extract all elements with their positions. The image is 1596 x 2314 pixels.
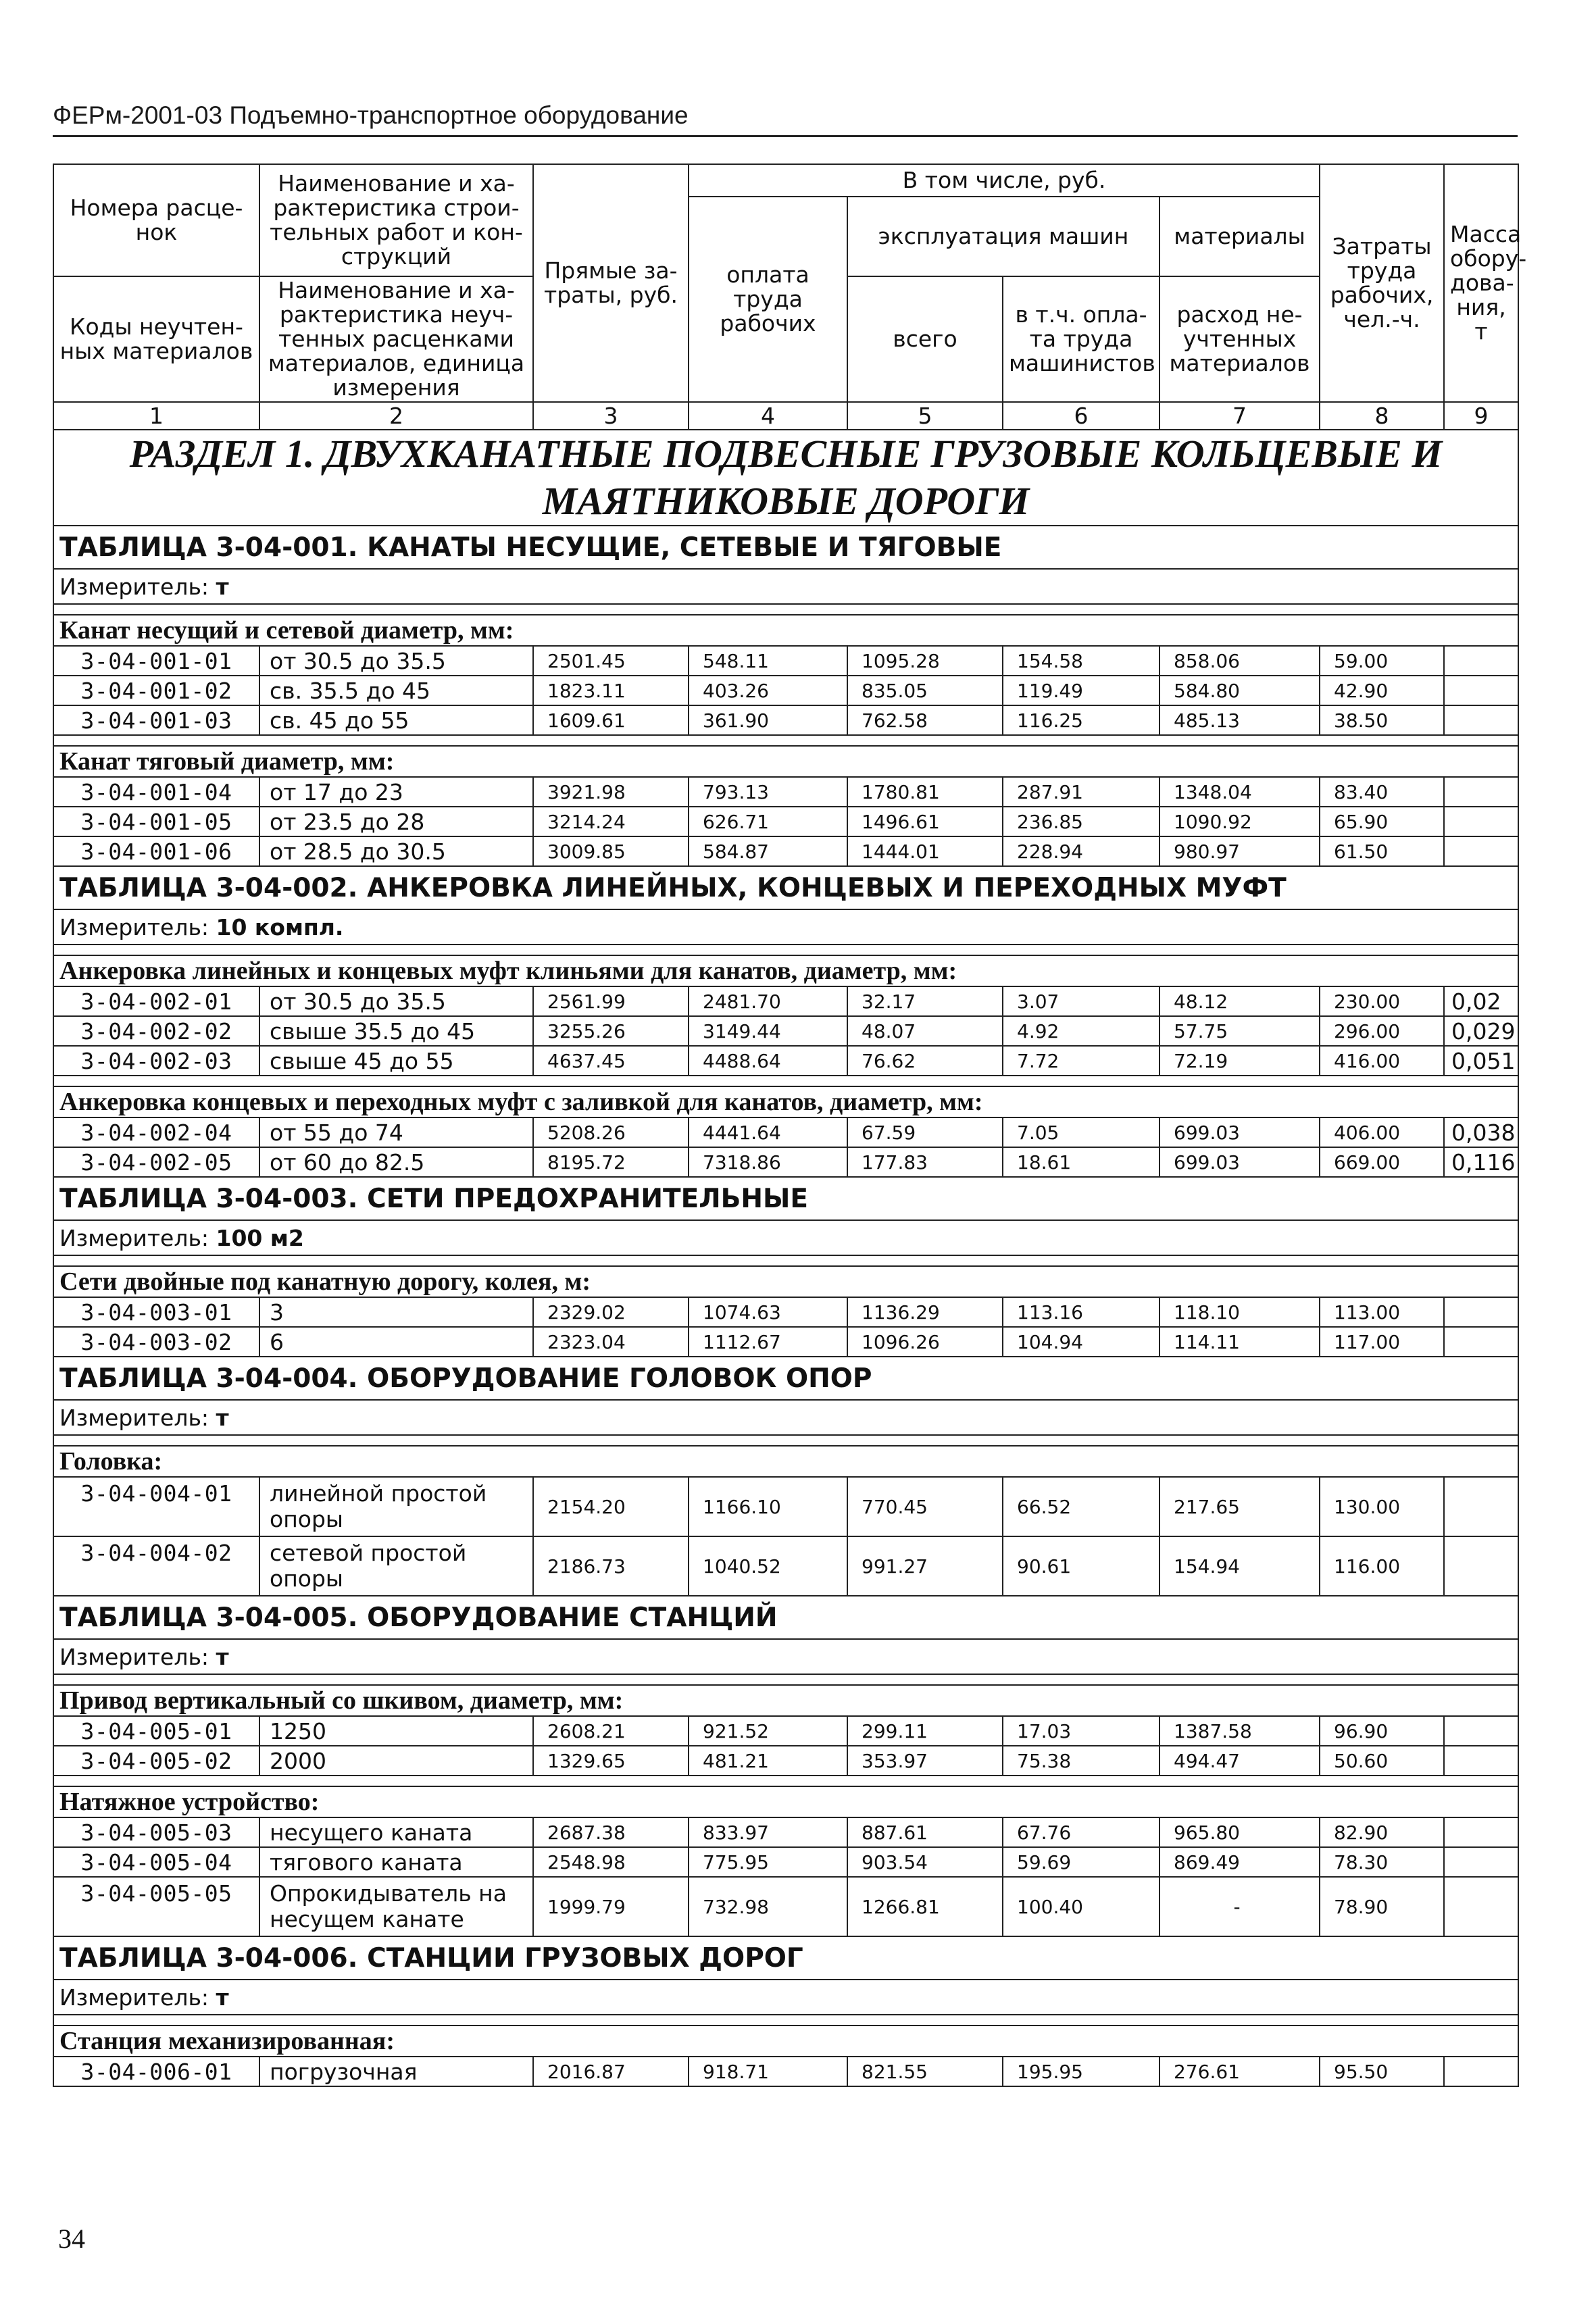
equipment-mass (1444, 1536, 1518, 1596)
materials: 869.49 (1159, 1847, 1320, 1877)
unit-value: т (216, 1643, 229, 1670)
group-spacer (53, 1076, 1518, 1086)
labor-pay: 918.71 (689, 2057, 847, 2086)
equipment-mass (1444, 705, 1518, 735)
group-spacer (53, 1776, 1518, 1786)
machine-total: 903.54 (847, 1847, 1003, 1877)
machinist-pay: 287.91 (1003, 777, 1159, 807)
rate-code: 3-04-001-05 (53, 807, 259, 836)
table-row (53, 1477, 1518, 1536)
equipment-mass: 0,029 (1444, 1016, 1518, 1046)
rate-name: от 23.5 до 28 (259, 807, 533, 836)
labor-hours: 78.30 (1320, 1847, 1444, 1877)
direct-costs: 3009.85 (533, 836, 689, 866)
equipment-mass (1444, 1817, 1518, 1847)
machine-total: 991.27 (847, 1536, 1003, 1596)
machinist-pay: 113.16 (1003, 1297, 1159, 1327)
labor-pay: 3149.44 (689, 1016, 847, 1046)
col-unaccounted-materials: расход не-учтенных материалов (1159, 276, 1320, 402)
machine-total: 48.07 (847, 1016, 1003, 1046)
rate-code: 3-04-005-04 (53, 1847, 259, 1877)
labor-pay: 1166.10 (689, 1477, 847, 1536)
rates-table (53, 164, 1527, 2087)
rate-code: 3-04-001-03 (53, 705, 259, 735)
group-spacer (53, 1435, 1518, 1446)
col-number: 8 (1320, 402, 1444, 430)
col-number: 4 (689, 402, 847, 430)
col-incl-machinist: в т.ч. опла-та труда машинистов (1003, 276, 1159, 402)
equipment-mass: 0,051 (1444, 1046, 1518, 1076)
rate-name: св. 35.5 до 45 (259, 676, 533, 705)
machine-total: 76.62 (847, 1046, 1003, 1076)
running-header: ФЕРм-2001-03 Подъемно-транспортное оборудование (53, 101, 689, 129)
direct-costs: 3214.24 (533, 807, 689, 836)
labor-pay: 1112.67 (689, 1327, 847, 1357)
machinist-pay: 100.40 (1003, 1877, 1159, 1936)
equipment-mass (1444, 836, 1518, 866)
machinist-pay: 195.95 (1003, 2057, 1159, 2086)
materials: 48.12 (1159, 986, 1320, 1016)
rate-code: 3-04-002-05 (53, 1147, 259, 1177)
materials: 1387.58 (1159, 1716, 1320, 1746)
materials: - (1159, 1877, 1320, 1936)
machinist-pay: 17.03 (1003, 1716, 1159, 1746)
machine-total: 835.05 (847, 676, 1003, 705)
materials: 276.61 (1159, 2057, 1320, 2086)
machine-total: 1496.61 (847, 807, 1003, 836)
materials: 114.11 (1159, 1327, 1320, 1357)
labor-pay: 626.71 (689, 807, 847, 836)
rate-code: 3-04-001-06 (53, 836, 259, 866)
materials: 154.94 (1159, 1536, 1320, 1596)
labor-hours: 59.00 (1320, 646, 1444, 676)
direct-costs: 2501.45 (533, 646, 689, 676)
labor-pay: 1074.63 (689, 1297, 847, 1327)
materials: 965.80 (1159, 1817, 1320, 1847)
rate-code: 3-04-005-02 (53, 1746, 259, 1776)
table-row (53, 1016, 1518, 1046)
direct-costs: 2154.20 (533, 1477, 689, 1536)
table-row (53, 777, 1518, 807)
table-title: ТАБЛИЦА 3-04-002. АНКЕРОВКА ЛИНЕЙНЫХ, КОНЦЕВЫХ И ПЕРЕХОДНЫХ МУФТ (53, 866, 1518, 909)
rate-code: 3-04-003-02 (53, 1327, 259, 1357)
machinist-pay: 228.94 (1003, 836, 1159, 866)
group-title: Головка: (53, 1446, 1518, 1477)
equipment-mass (1444, 1297, 1518, 1327)
table-row (53, 705, 1518, 735)
labor-hours: 82.90 (1320, 1817, 1444, 1847)
group-spacer (53, 1674, 1518, 1685)
rate-code: 3-04-004-02 (53, 1536, 259, 1596)
labor-hours: 42.90 (1320, 676, 1444, 705)
rate-name: свыше 35.5 до 45 (259, 1016, 533, 1046)
materials: 699.03 (1159, 1117, 1320, 1147)
labor-pay: 2481.70 (689, 986, 847, 1016)
labor-pay: 833.97 (689, 1817, 847, 1847)
table-row (53, 676, 1518, 705)
direct-costs: 2687.38 (533, 1817, 689, 1847)
direct-costs: 5208.26 (533, 1117, 689, 1147)
labor-pay: 1040.52 (689, 1536, 847, 1596)
machinist-pay: 4.92 (1003, 1016, 1159, 1046)
rate-name: несущего каната (259, 1817, 533, 1847)
col-labor-costs: Затраты труда рабочих, чел.-ч. (1320, 164, 1444, 402)
machinist-pay: 66.52 (1003, 1477, 1159, 1536)
equipment-mass: 0,038 (1444, 1117, 1518, 1147)
labor-hours: 230.00 (1320, 986, 1444, 1016)
col-name-top: Наименование и ха-рактеристика строи-тельных работ и кон-струкций (259, 164, 533, 276)
equipment-mass (1444, 2057, 1518, 2086)
direct-costs: 2016.87 (533, 2057, 689, 2086)
rate-name: свыше 45 до 55 (259, 1046, 533, 1076)
labor-hours: 416.00 (1320, 1046, 1444, 1076)
labor-hours: 296.00 (1320, 1016, 1444, 1046)
table-row (53, 836, 1518, 866)
rate-name: от 28.5 до 30.5 (259, 836, 533, 866)
rate-name: от 30.5 до 35.5 (259, 986, 533, 1016)
rate-code: 3-04-002-04 (53, 1117, 259, 1147)
equipment-mass (1444, 777, 1518, 807)
labor-hours: 130.00 (1320, 1477, 1444, 1536)
machine-total: 1780.81 (847, 777, 1003, 807)
unit-label: Измеритель: (59, 913, 216, 940)
labor-pay: 775.95 (689, 1847, 847, 1877)
direct-costs: 1609.61 (533, 705, 689, 735)
labor-pay: 7318.86 (689, 1147, 847, 1177)
labor-pay: 403.26 (689, 676, 847, 705)
machinist-pay: 75.38 (1003, 1746, 1159, 1776)
unit-value: 10 компл. (216, 913, 344, 940)
materials: 584.80 (1159, 676, 1320, 705)
col-direct-costs: Прямые за-траты, руб. (533, 164, 689, 402)
materials: 72.19 (1159, 1046, 1320, 1076)
table-row (53, 1847, 1518, 1877)
group-title: Анкеровка концевых и переходных муфт с заливкой для канатов, диаметр, мм: (53, 1086, 1518, 1117)
page-number: 34 (58, 2223, 85, 2254)
machinist-pay: 3.07 (1003, 986, 1159, 1016)
table-row (53, 807, 1518, 836)
equipment-mass: 0,02 (1444, 986, 1518, 1016)
table-unit (53, 909, 1518, 945)
col-number: 9 (1444, 402, 1518, 430)
equipment-mass (1444, 1877, 1518, 1936)
labor-pay: 4441.64 (689, 1117, 847, 1147)
labor-hours: 117.00 (1320, 1327, 1444, 1357)
materials: 858.06 (1159, 646, 1320, 676)
rate-code: 3-04-002-02 (53, 1016, 259, 1046)
direct-costs: 2186.73 (533, 1536, 689, 1596)
unit-value: т (216, 1984, 229, 2011)
rate-code: 3-04-001-01 (53, 646, 259, 676)
col-codes-bottom: Коды неучтен-ных материалов (53, 276, 259, 402)
labor-pay: 361.90 (689, 705, 847, 735)
machinist-pay: 104.94 (1003, 1327, 1159, 1357)
col-number: 6 (1003, 402, 1159, 430)
col-number: 5 (847, 402, 1003, 430)
direct-costs: 2323.04 (533, 1327, 689, 1357)
machine-total: 1096.26 (847, 1327, 1003, 1357)
rate-name: 2000 (259, 1746, 533, 1776)
materials: 1090.92 (1159, 807, 1320, 836)
col-including: В том числе, руб. (689, 164, 1320, 197)
group-title: Станция механизированная: (53, 2026, 1518, 2057)
materials: 980.97 (1159, 836, 1320, 866)
machinist-pay: 116.25 (1003, 705, 1159, 735)
col-number: 2 (259, 402, 533, 430)
rate-name: сетевой простой опоры (259, 1536, 533, 1596)
rate-name: 1250 (259, 1716, 533, 1746)
machinist-pay: 7.72 (1003, 1046, 1159, 1076)
machine-total: 32.17 (847, 986, 1003, 1016)
table-title: ТАБЛИЦА 3-04-005. ОБОРУДОВАНИЕ СТАНЦИЙ (53, 1596, 1518, 1639)
machinist-pay: 18.61 (1003, 1147, 1159, 1177)
table-unit (53, 1400, 1518, 1435)
machine-total: 299.11 (847, 1716, 1003, 1746)
table-unit (53, 1220, 1518, 1255)
equipment-mass: 0,116 (1444, 1147, 1518, 1177)
col-equipment-mass: Масса обору-дова-ния, т (1444, 164, 1518, 402)
equipment-mass (1444, 1847, 1518, 1877)
unit-value: 100 м2 (216, 1224, 304, 1251)
group-title: Сети двойные под канатную дорогу, колея, м: (53, 1266, 1518, 1297)
rate-code: 3-04-003-01 (53, 1297, 259, 1327)
col-total: всего (847, 276, 1003, 402)
rate-name: от 30.5 до 35.5 (259, 646, 533, 676)
rate-code: 3-04-005-03 (53, 1817, 259, 1847)
labor-hours: 95.50 (1320, 2057, 1444, 2086)
rate-code: 3-04-001-04 (53, 777, 259, 807)
labor-pay: 584.87 (689, 836, 847, 866)
labor-hours: 38.50 (1320, 705, 1444, 735)
rate-code: 3-04-004-01 (53, 1477, 259, 1536)
machine-total: 353.97 (847, 1746, 1003, 1776)
machinist-pay: 154.58 (1003, 646, 1159, 676)
table-row (53, 1536, 1518, 1596)
machinist-pay: 90.61 (1003, 1536, 1159, 1596)
col-labor-pay: оплата труда рабочих (689, 197, 847, 402)
group-spacer (53, 945, 1518, 955)
labor-pay: 4488.64 (689, 1046, 847, 1076)
direct-costs: 1823.11 (533, 676, 689, 705)
direct-costs: 8195.72 (533, 1147, 689, 1177)
unit-label: Измеритель: (59, 1224, 216, 1251)
table-row (53, 1327, 1518, 1357)
rate-name: линейной простой опоры (259, 1477, 533, 1536)
labor-pay: 481.21 (689, 1746, 847, 1776)
table-unit (53, 1980, 1518, 2015)
direct-costs: 1329.65 (533, 1746, 689, 1776)
direct-costs: 3255.26 (533, 1016, 689, 1046)
unit-label: Измеритель: (59, 573, 216, 600)
machine-total: 887.61 (847, 1817, 1003, 1847)
table-row (53, 1817, 1518, 1847)
group-title: Привод вертикальный со шкивом, диаметр, мм: (53, 1685, 1518, 1716)
machinist-pay: 236.85 (1003, 807, 1159, 836)
labor-pay: 921.52 (689, 1716, 847, 1746)
rate-name: 3 (259, 1297, 533, 1327)
col-number: 7 (1159, 402, 1320, 430)
rate-name: тягового каната (259, 1847, 533, 1877)
table-title: ТАБЛИЦА 3-04-003. СЕТИ ПРЕДОХРАНИТЕЛЬНЫЕ (53, 1177, 1518, 1220)
table-row (53, 646, 1518, 676)
equipment-mass (1444, 676, 1518, 705)
direct-costs: 2548.98 (533, 1847, 689, 1877)
section-title: РАЗДЕЛ 1. ДВУХКАНАТНЫЕ ПОДВЕСНЫЕ ГРУЗОВЫЕ КОЛЬЦЕВЫЕ И МАЯТНИКОВЫЕ ДОРОГИ (53, 430, 1518, 526)
labor-hours: 61.50 (1320, 836, 1444, 866)
rate-code: 3-04-005-01 (53, 1716, 259, 1746)
unit-value: т (216, 1404, 229, 1431)
materials: 699.03 (1159, 1147, 1320, 1177)
materials: 485.13 (1159, 705, 1320, 735)
unit-value: т (216, 573, 229, 600)
rate-code: 3-04-002-03 (53, 1046, 259, 1076)
table-unit (53, 1639, 1518, 1674)
col-number: 1 (53, 402, 259, 430)
machine-total: 821.55 (847, 2057, 1003, 2086)
equipment-mass (1444, 1477, 1518, 1536)
materials: 217.65 (1159, 1477, 1320, 1536)
materials: 494.47 (1159, 1746, 1320, 1776)
table-title: ТАБЛИЦА 3-04-001. КАНАТЫ НЕСУЩИЕ, СЕТЕВЫЕ И ТЯГОВЫЕ (53, 526, 1518, 569)
group-spacer (53, 2015, 1518, 2026)
machine-total: 1136.29 (847, 1297, 1003, 1327)
col-codes-top: Номера расце-нок (53, 164, 259, 276)
col-name-bottom: Наименование и ха-рактеристика неуч-тенных расценками материалов, единица измерения (259, 276, 533, 402)
table-row (53, 1117, 1518, 1147)
table-row (53, 2057, 1518, 2086)
equipment-mass (1444, 807, 1518, 836)
table-row (53, 986, 1518, 1016)
labor-hours: 83.40 (1320, 777, 1444, 807)
group-spacer (53, 1255, 1518, 1266)
machinist-pay: 67.76 (1003, 1817, 1159, 1847)
rate-name: 6 (259, 1327, 533, 1357)
machine-total: 1095.28 (847, 646, 1003, 676)
col-machine-op: эксплуатация машин (847, 197, 1159, 276)
machinist-pay: 119.49 (1003, 676, 1159, 705)
rate-code: 3-04-002-01 (53, 986, 259, 1016)
table-row (53, 1877, 1518, 1936)
rate-code: 3-04-001-02 (53, 676, 259, 705)
header-rule (53, 135, 1518, 137)
table-row (53, 1716, 1518, 1746)
unit-label: Измеритель: (59, 1643, 216, 1670)
col-number: 3 (533, 402, 689, 430)
table-row (53, 1147, 1518, 1177)
materials: 57.75 (1159, 1016, 1320, 1046)
rate-code: 3-04-006-01 (53, 2057, 259, 2086)
unit-label: Измеритель: (59, 1984, 216, 2011)
table-title: ТАБЛИЦА 3-04-004. ОБОРУДОВАНИЕ ГОЛОВОК ОПОР (53, 1357, 1518, 1400)
machinist-pay: 7.05 (1003, 1117, 1159, 1147)
labor-hours: 78.90 (1320, 1877, 1444, 1936)
rate-name: от 55 до 74 (259, 1117, 533, 1147)
materials: 1348.04 (1159, 777, 1320, 807)
machine-total: 67.59 (847, 1117, 1003, 1147)
machine-total: 1266.81 (847, 1877, 1003, 1936)
labor-pay: 732.98 (689, 1877, 847, 1936)
rate-name: от 17 до 23 (259, 777, 533, 807)
rate-name: погрузочная (259, 2057, 533, 2086)
machinist-pay: 59.69 (1003, 1847, 1159, 1877)
table-unit (53, 569, 1518, 604)
direct-costs: 3921.98 (533, 777, 689, 807)
table-row (53, 1046, 1518, 1076)
machine-total: 762.58 (847, 705, 1003, 735)
labor-hours: 50.60 (1320, 1746, 1444, 1776)
group-title: Канат тяговый диаметр, мм: (53, 746, 1518, 777)
table-title: ТАБЛИЦА 3-04-006. СТАНЦИИ ГРУЗОВЫХ ДОРОГ (53, 1936, 1518, 1980)
materials: 118.10 (1159, 1297, 1320, 1327)
equipment-mass (1444, 1746, 1518, 1776)
rate-code: 3-04-005-05 (53, 1877, 259, 1936)
labor-pay: 793.13 (689, 777, 847, 807)
labor-hours: 669.00 (1320, 1147, 1444, 1177)
direct-costs: 2329.02 (533, 1297, 689, 1327)
machine-total: 770.45 (847, 1477, 1003, 1536)
table-row (53, 1746, 1518, 1776)
direct-costs: 2608.21 (533, 1716, 689, 1746)
group-title: Анкеровка линейных и концевых муфт клиньями для канатов, диаметр, мм: (53, 955, 1518, 986)
unit-label: Измеритель: (59, 1404, 216, 1431)
direct-costs: 4637.45 (533, 1046, 689, 1076)
equipment-mass (1444, 646, 1518, 676)
group-title: Натяжное устройство: (53, 1786, 1518, 1817)
equipment-mass (1444, 1327, 1518, 1357)
labor-hours: 96.90 (1320, 1716, 1444, 1746)
direct-costs: 2561.99 (533, 986, 689, 1016)
rate-name: св. 45 до 55 (259, 705, 533, 735)
labor-hours: 406.00 (1320, 1117, 1444, 1147)
labor-pay: 548.11 (689, 646, 847, 676)
labor-hours: 113.00 (1320, 1297, 1444, 1327)
machine-total: 177.83 (847, 1147, 1003, 1177)
labor-hours: 65.90 (1320, 807, 1444, 836)
labor-hours: 116.00 (1320, 1536, 1444, 1596)
group-title: Канат несущий и сетевой диаметр, мм: (53, 615, 1518, 646)
group-spacer (53, 604, 1518, 615)
direct-costs: 1999.79 (533, 1877, 689, 1936)
group-spacer (53, 735, 1518, 746)
machine-total: 1444.01 (847, 836, 1003, 866)
rate-name: от 60 до 82.5 (259, 1147, 533, 1177)
equipment-mass (1444, 1716, 1518, 1746)
table-row (53, 1297, 1518, 1327)
rate-name: Опрокидыватель на несущем канате (259, 1877, 533, 1936)
col-materials: материалы (1159, 197, 1320, 276)
